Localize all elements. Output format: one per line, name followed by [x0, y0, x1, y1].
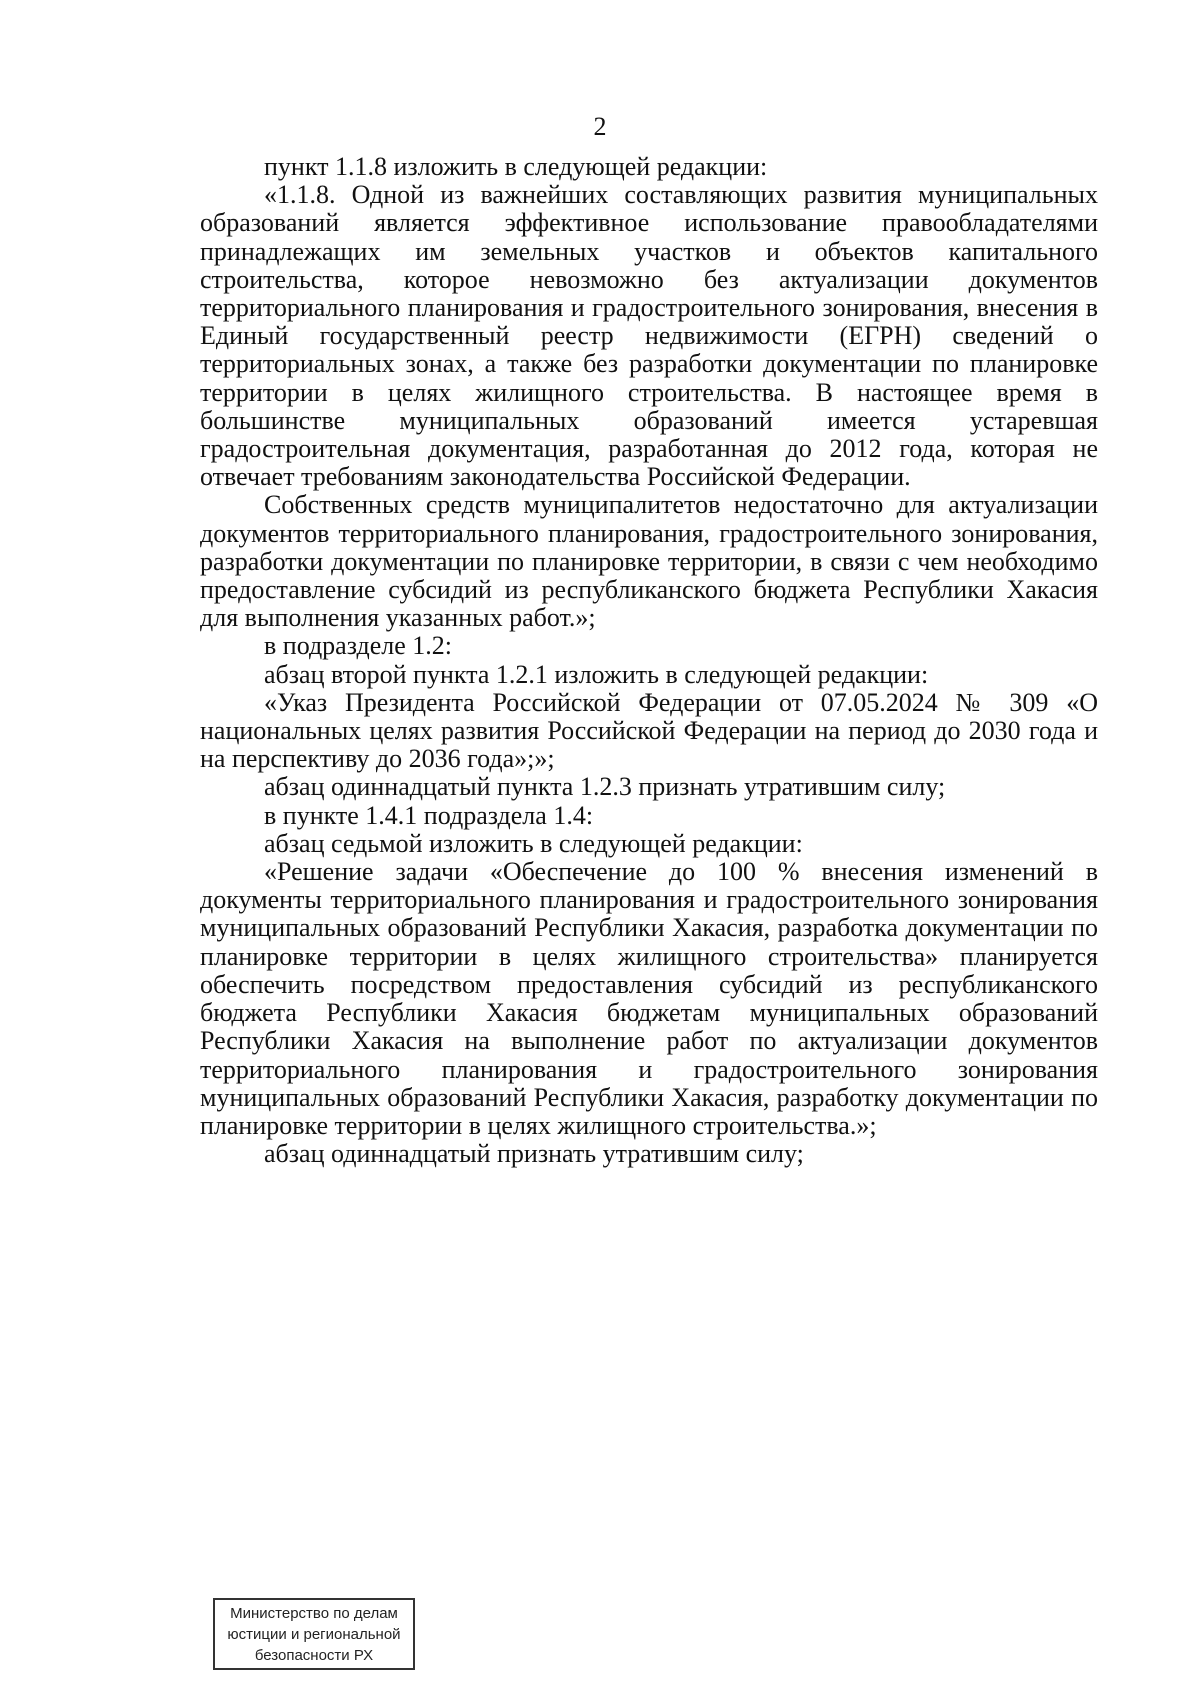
stamp-line: безопасности РХ: [254, 1647, 374, 1664]
paragraph: в пункте 1.4.1 подраздела 1.4:: [264, 800, 594, 830]
paragraph: Собственных средств муниципалитетов недостаточно для актуализации документов территориального планирования, градостроительного зонирования, разработки документации по планировке территории, в связи с чем необходимо предоставление субсидий из республиканского бюджета Республики Хакасия для выполнения указанных работ.»;: [200, 490, 1098, 633]
paragraph: абзац одиннадцатый признать утратившим силу;: [264, 1139, 804, 1169]
paragraph: пункт 1.1.8 изложить в следующей редакции:: [264, 152, 768, 181]
stamp-line: Министерство по делам: [230, 1605, 398, 1622]
document-body: [200, 153, 1098, 1168]
paragraph: «Указ Президента Российской Федерации от 07.05.2024 № 309 «О национальных целях развития Российской Федерации на период до 2030 года и на перспективу до 2036 года»;»;: [200, 687, 1098, 774]
paragraph: абзац второй пункта 1.2.1 изложить в следующей редакции:: [264, 659, 929, 689]
paragraph: абзац одиннадцатый пункта 1.2.3 признать утратившим силу;: [264, 772, 946, 802]
paragraph: в подразделе 1.2:: [264, 631, 453, 661]
ministry-stamp: [213, 1598, 415, 1670]
paragraph: «Решение задачи «Обеспечение до 100 % внесения изменений в документы территориального планирования и градостроительного зонирования муниципальных образований Республики Хакасия, разработка документации по планировке территории в целях жилищного строительства» планируется обеспечить посредством предоставления субсидий из республиканского бюджета Республики Хакасия бюджетам муниципальных образований Республики Хакасия на выполнение работ по актуализации документов территориального планирования и градостроительного зонирования муниципальных образований Республики Хакасия, разработку документации по планировке территории в целях жилищного строительства.»;: [200, 857, 1098, 1140]
stamp-line: юстиции и региональной: [227, 1626, 401, 1643]
paragraph: «1.1.8. Одной из важнейших составляющих развития муниципальных образований является эффективное использование правообладателями принадлежащих им земельных участков и объектов капитального строительства, которое невозможно без актуализации документов территориального планирования и градостроительного зонирования, внесения в Единый государственный реестр недвижимости (ЕГРН) сведений о территориальных зонах, а также без разработки документации по планировке территории в целях жилищного строительства. В настоящее время в большинстве муниципальных образований имеется устаревшая градостроительная документация, разработанная до 2012 года, которая не отвечает требованиям законодательства Российской Федерации.: [200, 180, 1098, 492]
paragraph: абзац седьмой изложить в следующей редакции:: [264, 828, 803, 858]
page-number: 2: [593, 112, 607, 141]
